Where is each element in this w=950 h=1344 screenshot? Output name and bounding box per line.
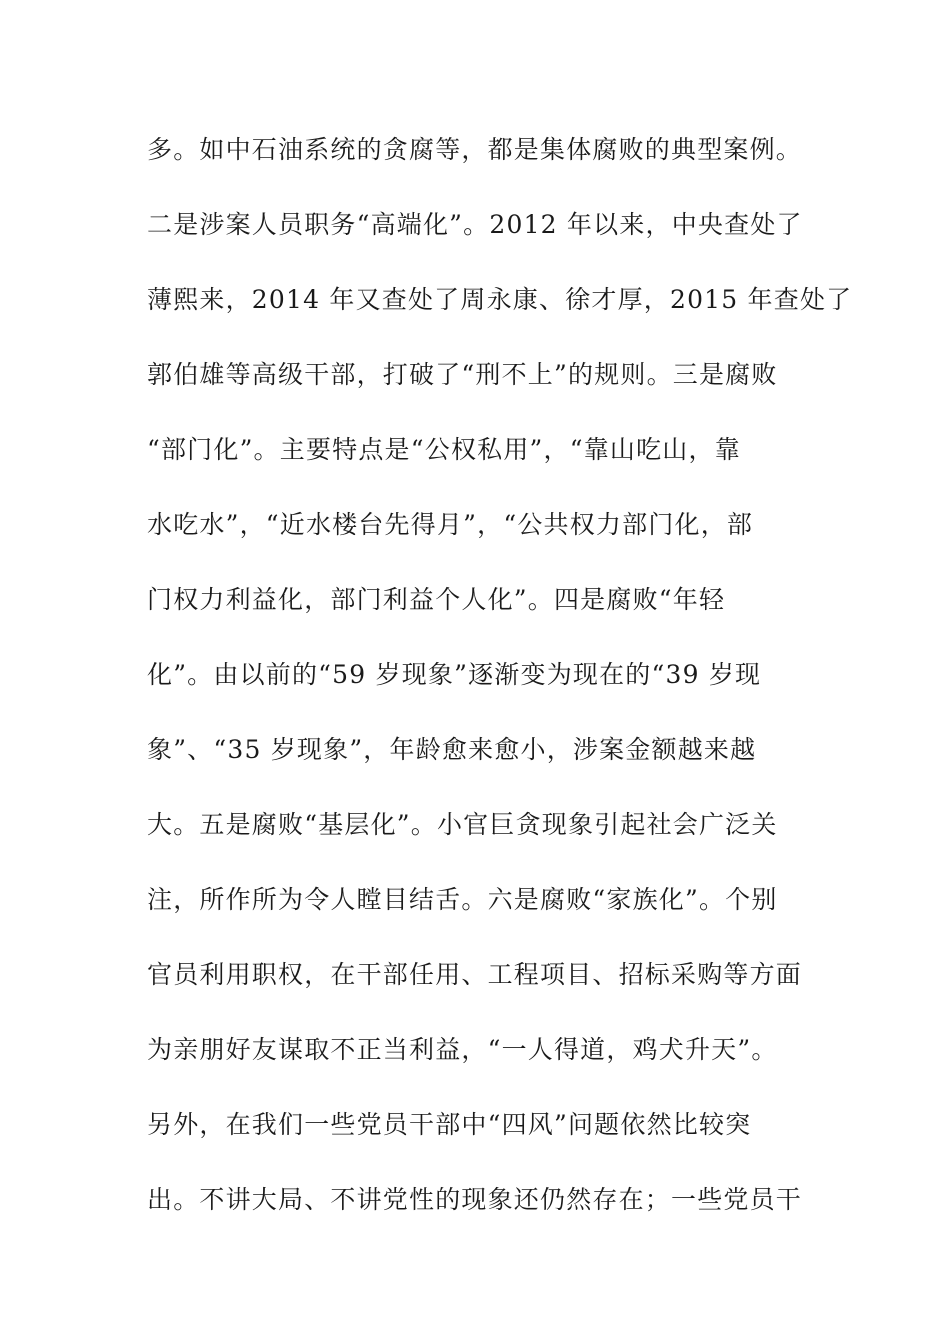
text-line: 门权力利益化，部门利益个人化”。四是腐败“年轻 bbox=[147, 585, 726, 614]
text-line: 水吃水”，“近水楼台先得月”，“公共权力部门化，部 bbox=[147, 510, 754, 539]
text-line: 郭伯雄等高级干部，打破了“刑不上”的规则。三是腐败 bbox=[147, 360, 778, 389]
body-text bbox=[147, 130, 853, 1255]
text-line: 薄熙来，2014 年又查处了周永康、徐才厚，2015 年查处了 bbox=[147, 285, 853, 314]
text-line: 另外，在我们一些党员干部中“四风”问题依然比较突 bbox=[147, 1110, 752, 1139]
text-line: 化”。由以前的“59 岁现象”逐渐变为现在的“39 岁现 bbox=[147, 660, 762, 689]
text-line: 多。如中石油系统的贪腐等，都是集体腐败的典型案例。 bbox=[147, 135, 803, 164]
text-line: 大。五是腐败“基层化”。小官巨贪现象引起社会广泛关 bbox=[147, 810, 778, 839]
text-line: 二是涉案人员职务“高端化”。2012 年以来，中央查处了 bbox=[147, 210, 803, 239]
text-line: 官员利用职权，在干部任用、工程项目、招标采购等方面 bbox=[147, 960, 803, 989]
text-line: 为亲朋好友谋取不正当利益，“一人得道，鸡犬升天”。 bbox=[147, 1035, 778, 1064]
text-line: 注，所作所为令人瞠目结舌。六是腐败“家族化”。个别 bbox=[147, 885, 778, 914]
text-line: 出。不讲大局、不讲党性的现象还仍然存在；一些党员干 bbox=[147, 1185, 803, 1214]
text-line: “部门化”。主要特点是“公权私用”，“靠山吃山，靠 bbox=[147, 435, 741, 464]
text-line: 象”、“35 岁现象”，年龄愈来愈小，涉案金额越来越 bbox=[147, 735, 757, 764]
